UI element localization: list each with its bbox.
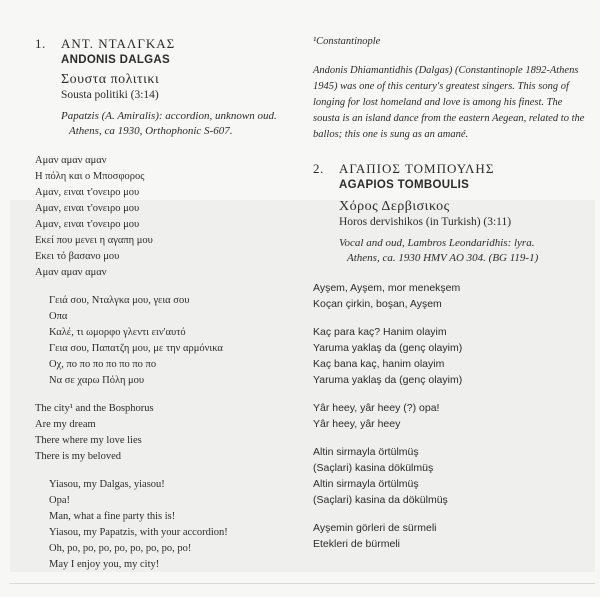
lyric-line: Oh, po, po, po, po, po, po, po, po!	[49, 543, 192, 554]
track-titles	[339, 161, 585, 266]
lyric-line: Kaç bana kaç, hanim olayim	[313, 358, 445, 370]
artist-name-greek: ΑΝΤ. ΝΤΑΛΓΚΑΣ	[61, 36, 176, 51]
lyrics-turkish	[313, 280, 585, 552]
lyric-line: Yiasou, my Papatzis, with your accordion!	[49, 527, 228, 538]
artist-name-greek: ΑΓΑΠΙΟΣ ΤΟΜΠΟΥΛΗΣ	[339, 161, 495, 176]
lyric-line: There where my love lies	[35, 435, 142, 446]
artist-name-latin: AGAPIOS TOMBOULIS	[339, 179, 470, 191]
lyric-line: Kaç para kaç? Hanim olayim	[313, 326, 447, 338]
lyric-line: May I enjoy you, my city!	[49, 559, 160, 570]
lyrics-stanza	[313, 520, 585, 552]
lyrics-stanza	[313, 280, 585, 312]
lyric-line: Οπα	[49, 311, 68, 322]
lyric-line: (Saçlari) kasina da dökülmüş	[313, 494, 448, 506]
right-column	[313, 36, 585, 564]
track-2-header	[313, 161, 585, 266]
lyrics-greek	[35, 153, 295, 573]
left-column	[35, 36, 295, 585]
lyric-line: Γεια σου, Παπατζη μου, με την αρμόνικα	[49, 343, 223, 354]
song-title-latin: Sousta politiki (3:14)	[61, 89, 159, 101]
song-title-greek: Χόρος Δερβισικος	[339, 199, 450, 214]
lyric-line: Are my dream	[35, 419, 96, 430]
lyric-line: Η πόλη και ο Μποσφορος	[35, 171, 145, 182]
track-credits	[61, 109, 295, 139]
lyric-line: Ayşem, Ayşem, mor menekşem	[313, 282, 461, 294]
lyric-line: The city¹ and the Bosphorus	[35, 403, 154, 414]
lyrics-stanza	[35, 153, 295, 281]
track-number: 1.	[35, 36, 46, 51]
lyric-line: Να σε χαρω Πόλη μου	[49, 375, 145, 386]
lyric-line: (Saçlari) kasina dökülmüş	[313, 462, 434, 474]
lyrics-stanza	[35, 293, 295, 389]
lyric-line: Yiasou, my Dalgas, yiasou!	[49, 479, 165, 490]
lyrics-stanza	[313, 324, 585, 388]
artist-name-latin: ANDONIS DALGAS	[61, 54, 170, 66]
track-number: 2.	[313, 161, 324, 176]
lyric-line: Αμαν, ειναι τ'ονειρο μου	[35, 219, 140, 230]
lyric-line: Koçan çirkin, boşan, Ayşem	[313, 298, 442, 310]
song-title-latin: Horos dervishikos (in Turkish) (3:11)	[339, 216, 512, 228]
lyric-line: Γειά σου, Νταλγκα μου, γεια σου	[49, 295, 190, 306]
lyric-line: Opa!	[49, 495, 70, 506]
lyric-line: Αμαν, ειναι τ'ονειρο μου	[35, 203, 140, 214]
credits-line: Papatzis (A. Amiralis): accordion, unknown oud.	[61, 110, 277, 122]
track-credits	[339, 236, 585, 266]
lyrics-stanza-english	[35, 477, 295, 573]
track-note: Andonis Dhiamantidhis (Dalgas) (Constantinople 1892-Athens 1945) was one of this century's greatest singers. This song of longing for lost homeland and love is among his finest. The sousta is an island dance from the eastern Aegean, related to the ballos; this one is sung as an amané.	[313, 65, 585, 140]
lyrics-stanza	[313, 400, 585, 432]
lyric-line: Εκει τό βασανο μου	[35, 251, 120, 262]
lyric-line: Καλέ, τι ωμορφο γλεντι ειν'αυτό	[49, 327, 186, 338]
lyric-line: Man, what a fine party this is!	[49, 511, 176, 522]
song-title-greek: Σουστα πολιτικι	[61, 72, 160, 87]
credits-line: Athens, ca 1930, Orthophonic S-607.	[69, 125, 233, 137]
lyrics-stanza-english	[35, 401, 295, 465]
track-titles	[61, 36, 295, 139]
lyric-line: Yaruma yaklaş da (genç olayim)	[313, 342, 463, 354]
lyric-line: Altin sirmayla örtülmüş	[313, 446, 419, 458]
lyric-line: Αμαν, ειναι τ'ονειρο μου	[35, 187, 140, 198]
footnote: ¹Constantinople	[313, 36, 381, 47]
credits-line: Vocal and oud, Lambros Leondaridhis: lyra.	[339, 237, 535, 249]
lyric-line: Αμαν αμαν αμαν	[35, 267, 107, 278]
track-1-header	[35, 36, 295, 139]
lyric-line: Etekleri de bürmeli	[313, 538, 400, 550]
credits-line: Athens, ca. 1930 HMV AO 304. (BG 119-1)	[347, 252, 539, 264]
lyric-line: There is my beloved	[35, 451, 122, 462]
lyric-line: Yaruma yaklaş da (genç olayim)	[313, 374, 463, 386]
lyric-line: Altin sirmayla örtülmüş	[313, 478, 419, 490]
lyric-line: Εκεί που μενει η αγαπη μου	[35, 235, 153, 246]
lyric-line: Ayşemin görleri de sürmeli	[313, 522, 437, 534]
lyrics-stanza	[313, 444, 585, 508]
lyric-line: Yâr heey, yâr heey	[313, 418, 401, 430]
lyric-line: Αμαν αμαν αμαν	[35, 155, 107, 166]
lyric-line: Yâr heey, yâr heey (?) opa!	[313, 402, 440, 414]
lyric-line: Οχ, πο πο πο πο πο πο πο	[49, 359, 157, 370]
